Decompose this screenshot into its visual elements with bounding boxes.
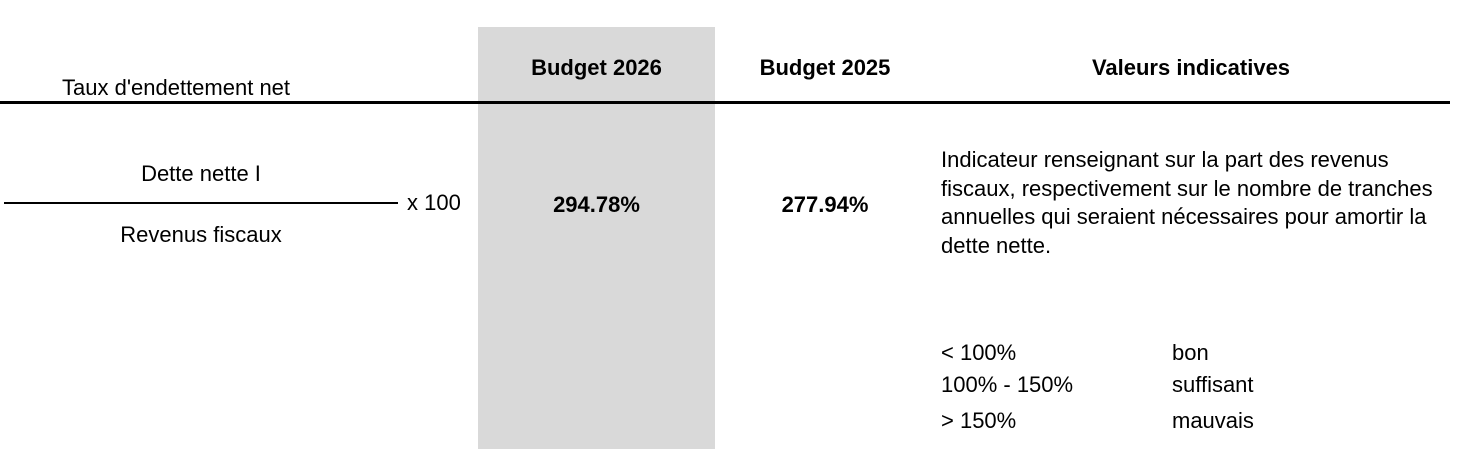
formula-numerator: Dette nette I [141,161,261,186]
scale-range: 100% - 150% [941,372,1074,397]
scale-range: > 150% [941,408,1017,433]
scale-row [941,372,1451,402]
formula-denominator: Revenus fiscaux [120,222,282,247]
column-header-budget-2026: Budget 2026 [531,55,662,80]
value-budget-2025: 277.94% [781,192,869,217]
value-budget-2026: 294.78% [553,192,640,217]
scale-rating: mauvais [1172,408,1254,433]
indicator-description: Indicateur renseignant sur la part des revenus fiscaux, respectivement sur le nombre de tranches annuelles qui seraient nécessaires pour amortir la dette nette. [941,147,1433,258]
column-header-indicative-values: Valeurs indicatives [1091,55,1291,80]
scale-row [941,408,1451,438]
scale-rating: bon [1172,340,1209,365]
scale-row [941,340,1451,370]
formula-multiplier: x 100 [407,190,461,215]
column-header-budget-2025: Budget 2025 [759,55,891,80]
budget-2026-column-highlight [478,27,715,449]
fraction-bar [4,202,398,204]
row-label-title: Taux d'endettement net [62,75,291,100]
scale-range: < 100% [941,340,1017,365]
scale-rating: suffisant [1172,372,1254,397]
header-divider [0,101,1450,104]
